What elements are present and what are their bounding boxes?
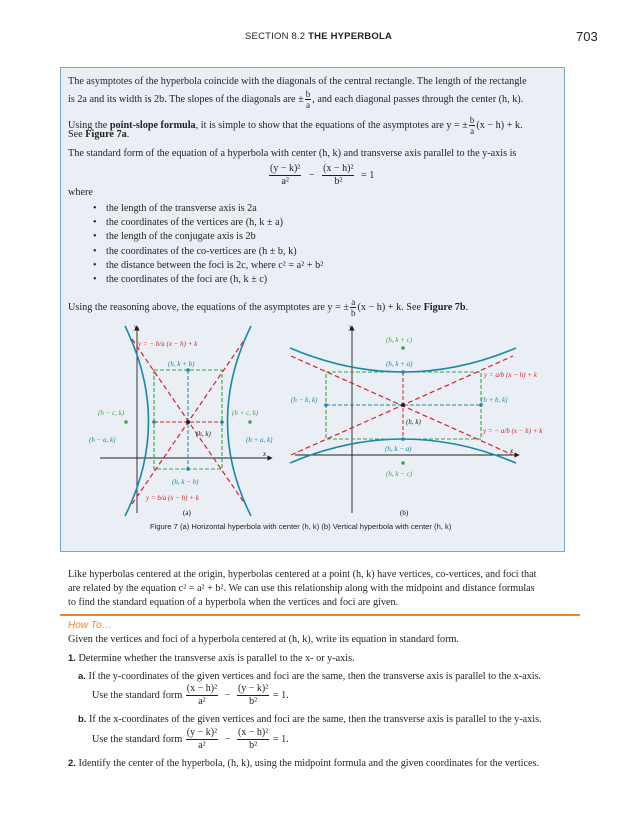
top-vertex-label: (h, k + a) [386, 360, 413, 368]
x-axis-label: x [510, 447, 514, 455]
running-header [245, 31, 392, 42]
list-item: • the coordinates of the co-vertices are (h ± b, k) [93, 245, 297, 257]
list-item: • the coordinates of the foci are (h, k ± c) [93, 274, 268, 286]
step-1b: b. If the x-coordinates of the given vertices and foci are the same, then the transverse axis is parallel to the y-axis. [78, 714, 542, 725]
figure-caption: Figure 7 (a) Horizontal hyperbola with center (h, k) (b) Vertical hyperbola with center (h, k) [150, 522, 452, 531]
paragraph-line: Like hyperbolas centered at the origin, hyperbolas centered at a point (h, k) have vertices, co-vertices, and foci that [68, 569, 537, 580]
howto-label: How To… [68, 620, 112, 631]
left-vertex-label: (h − a, k) [89, 436, 116, 444]
top-covertex [186, 368, 190, 372]
slope-fraction: $\frac{b}{a}$ [305, 89, 311, 110]
x-axis-label: x [263, 450, 267, 458]
top-covertex-label: (h, k + b) [168, 360, 195, 368]
right-vertex [220, 420, 224, 424]
box-see-figure: See Figure 7a. [68, 129, 130, 140]
subfigure-a-label: (a) [183, 509, 191, 517]
list-item: • the length of the conjugate axis is 2b [93, 231, 256, 243]
step-1: 1. Determine whether the transverse axis is parallel to the x- or y-axis. [68, 653, 355, 664]
figure-7b-ref: Figure 7b [423, 301, 466, 313]
step-1a: a. If the y-coordinates of the given vertices and foci are the same, then the transverse axis is parallel to the x-axis. [78, 671, 542, 682]
section-title: THE HYPERBOLA [308, 31, 393, 42]
page-number: 703 [576, 29, 598, 44]
right-focus-label: (h + c, k) [232, 409, 259, 417]
bottom-vertex-label: (h, k − a) [385, 445, 412, 453]
asymptote-top-label: y = − b/a (x − h) + k [138, 340, 198, 348]
center-label: (h, k) [406, 418, 421, 426]
howto-intro: Given the vertices and foci of a hyperbola centered at (h, k), write its equation in standard form. [68, 634, 459, 645]
center-label: (h, k) [196, 430, 211, 438]
right-vertex-label: (h + a, k) [246, 436, 273, 444]
list-item: • the coordinates of the vertices are (h, k ± a) [93, 217, 284, 229]
step-1b-form: Use the standard form $\frac{\text{(y − k)²}}{\text{a²}}$ − $\frac{\text{(x − h)²}}{\text{b²}}$ = 1. [92, 727, 289, 751]
top-vertex [401, 370, 405, 374]
left-covertex [324, 403, 328, 407]
vertical-standard-form: $\frac{\text{(y − k)²}}{\text{a²}}$ − $\frac{\text{(x − h)²}}{\text{b²}}$ = 1 [270, 163, 375, 187]
step-1a-form: Use the standard form $\frac{\text{(x − h)²}}{\text{a²}}$ − $\frac{\text{(y − k)²}}{\text{b²}}$ = 1. [92, 683, 289, 707]
left-focus-label: (h − c, k) [98, 409, 125, 417]
paragraph-line: to find the standard equation of a hyperbola when the vertices and foci are given. [68, 597, 399, 608]
bottom-covertex [186, 467, 190, 471]
property-list [93, 202, 324, 287]
left-covertex-label: (h − b, k) [291, 396, 318, 404]
section-label: SECTION 8.2 [245, 31, 306, 42]
where-label: where [68, 187, 93, 198]
center-point [186, 420, 190, 424]
hyperbola-right-branch [228, 326, 252, 516]
asymptote-negative-label: y = − a/b (x − h) + k [483, 427, 543, 435]
box-paragraph-1b: is 2a and its width is 2b. The slopes of the diagonals are ± $\frac{b}{a}$ , and each diagonal passes through the center (h, k). [68, 89, 524, 110]
box-paragraph-4: Using the reasoning above, the equations of the asymptotes are y = ± $\frac{a}{b}$ (x − h) + k. See Figure 7b. [68, 297, 469, 318]
top-focus [401, 346, 405, 350]
step-2: 2. Identify the center of the hyperbola, (h, k), using the midpoint formula and the given coordinates for the vertices. [68, 758, 540, 769]
box-paragraph-1a: The asymptotes of the hyperbola coincide with the diagonals of the central rectangle. The length of the rectangle [68, 76, 527, 87]
bottom-vertex [401, 437, 405, 441]
right-focus [248, 420, 252, 424]
bottom-covertex-label: (h, k − b) [172, 478, 199, 486]
asymptote-positive-label: y = a/b (x − h) + k [484, 371, 537, 379]
box-paragraph-3: The standard form of the equation of a hyperbola with center (h, k) and transverse axis parallel to the y-axis is [68, 148, 517, 159]
figure-7a-graph [80, 318, 290, 523]
box-paragraph-2: Using the point-slope formula, it is simple to show that the equations of the asymptotes are y = ± $\frac{b}{a}$ (x − h) + k. [68, 115, 523, 136]
bottom-focus-label: (h, k − c) [386, 470, 413, 478]
right-covertex-label: (h + b, k) [481, 396, 508, 404]
y-axis-label: y [349, 323, 353, 331]
y-axis-label: y [134, 323, 138, 331]
asymptote-bottom-label: y = b/a (x − h) + k [146, 494, 199, 502]
figure-7b-graph [285, 318, 543, 523]
left-focus [124, 420, 128, 424]
bottom-focus [401, 461, 405, 465]
left-vertex [152, 420, 156, 424]
figure-7a-ref: Figure 7a [85, 129, 127, 140]
list-item: • the length of the transverse axis is 2a [93, 203, 257, 214]
point-slope-term: point-slope formula [109, 119, 196, 131]
center-point [401, 403, 405, 407]
subfigure-b-label: (b) [400, 509, 409, 517]
list-item: • the distance between the foci is 2c, where c² = a² + b² [93, 259, 324, 271]
top-focus-label: (h, k + c) [386, 336, 413, 344]
paragraph-line: are related by the equation c² = a² + b². We can use this relationship along with the midpoint and distance formulas [68, 583, 535, 594]
howto-divider [60, 614, 580, 616]
